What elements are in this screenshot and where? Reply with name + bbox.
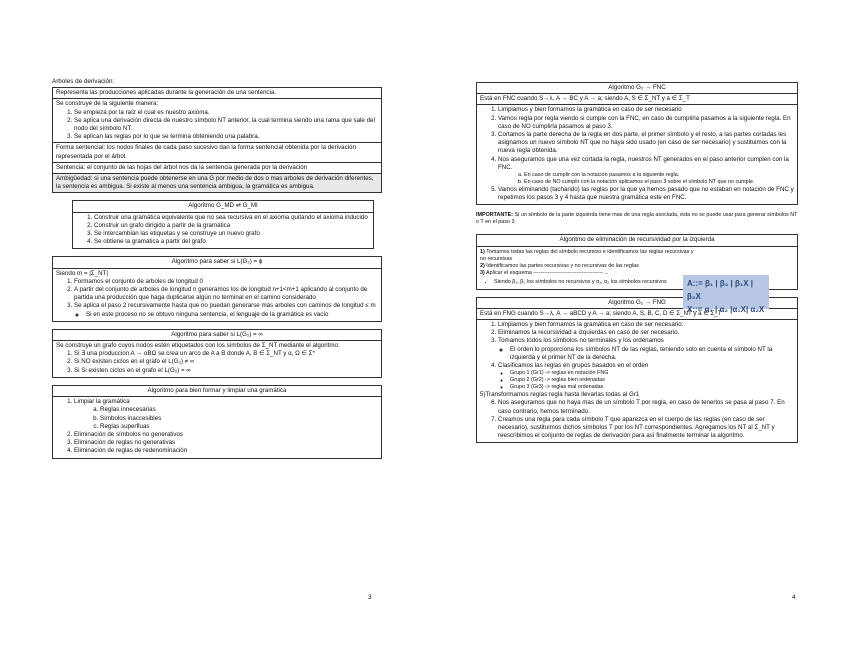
alg-fng-box (476, 297, 798, 444)
alg-substeps (498, 346, 794, 362)
alg-step-text: Nos aseguramos que una vez cortada la regla, nuestros NT generados en el paso anterior cumplen con la FNC. (498, 155, 789, 171)
right-page (476, 82, 798, 450)
alg-step: 4. Eliminación de reglas de redenominación (74, 447, 378, 455)
formula-line: X::= α₁ | α₂ |α₁X| α₂X (687, 304, 765, 314)
fng-steps-b (480, 399, 794, 440)
sentence-def: Sentencia: el conjunto de las hojas del árbol nos da la sentencia generada por la derivación (53, 163, 381, 174)
alg-step: 2. Eliminamos la recursividad a izquierdas en caso de ser necesario. (498, 329, 794, 337)
construction-intro: Se construye de la siguiente manera: (56, 100, 159, 108)
alg-step: 1. Limpiamos y bien formamos la gramática en caso de ser necesario. (498, 321, 794, 329)
alg-gmd-gmi-title: Algoritmo G_MD ⇄ G_MI (73, 201, 373, 212)
alg-infinite-box (52, 329, 382, 378)
fng-condition: Está en FNG cuando S→λ, A → aBCD y A → a; siendo A, S, B, C, D ∈ Σ_NT y a ∈ Σ_T (477, 309, 797, 320)
alg-gmd-gmi-box (72, 200, 374, 249)
elim-num: 2) (480, 262, 485, 269)
alg-substep: b. En caso de NO cumplir con la notación aplicamos el paso 3 sobre el símbolo NT que no cumple. (524, 179, 794, 186)
elim-bullet: • Siendo β₁, β₂ los símbolos no recursivos y α₁, α₂ los símbolos recursivos (494, 279, 794, 286)
alg-substep: a. En caso de cumplir con la notación pasamos a la siguiente regla. (524, 172, 794, 179)
important-text: Si un símbolo de la parte izquierda tiene mas de una regla asociada, ésta no se puede usar para generar símbolos NT o T en el paso 3. (476, 212, 798, 226)
construction-step: 2. Se aplica una derivación directa de nuestro símbolo NT anterior, la cual termina siendo una rama que sale del nodo del símbolo NT. (74, 117, 378, 133)
alg-step (74, 302, 378, 318)
ambiguity-def: Ambigüedad: si una sentencia puede obtenerse en una G por medio de dos o mas arboles de derivación diferentes, la sentencia es ambigua. Si existe al menos una sentencia ambigua, la gramática es ambigua. (53, 174, 381, 192)
alg-substep: c. Reglas superfluas (100, 423, 378, 431)
elim-formula-box (683, 275, 769, 314)
alg-step: 4. Se obtiene la gramática a partir del grafo (94, 238, 370, 246)
alg-step: 2. A partir del conjunto de arboles de longitud n generamos los de longitud n+1<m+1 aplicando al conjunto de partida una producción que haga duplicarse algún no terminal en el camino considerado (74, 286, 378, 302)
alg-step (74, 398, 378, 431)
alg-substep: ◦ Si en este proceso no se obtuvo ninguna sentencia, el lenguaje de la gramática es vacío (86, 311, 378, 319)
alg-step: 3. Cortamos la parte derecha de la regla en dos parte, el primer símbolo y el resto, a las partes cortadas les asignamos un nuevo símbolo NT que no haya sido usado (en caso de ser necesario) y sustituimos con la nueva regla obtenida. (498, 131, 794, 156)
alg-substeps (74, 311, 378, 319)
elim-step-3 (480, 270, 700, 277)
alg-step: 2. Construir un grafo dirigido a partir de la gramática (94, 222, 370, 230)
alg-substep: b. Símbolos inaccesibles (100, 415, 378, 423)
derivation-heading: Arboles de derivación: (52, 78, 115, 85)
fng-steps-a (480, 321, 794, 391)
elim-num: 1) (480, 248, 485, 255)
alg-fnc-title: Algoritmo G₂ → FNC (477, 83, 797, 94)
alg-empty-intro: Siendo m = |Σ_NT| (56, 269, 108, 277)
alg-step: 2. Vamos regla por regla viendo si cumple con la FNC, en caso de cumplirla pasamos a la siguiente regla. En caso de NO cumplirla pasamos al paso 3. (498, 115, 794, 131)
construction-step: 3. Se aplican las reglas por lo que se termina obteniendo una palabra. (74, 133, 378, 141)
alg-step: 1. Si ∃ una produccion A → αBΩ se crea un arco de A a B donde A, B ∈ Σ_NT y α, Ω ∈ Σ* (74, 350, 378, 358)
page-number-right: 4 (792, 594, 796, 601)
construction-step: 1. Se empieza por la raíz el cual es nuestro axioma. (74, 109, 378, 117)
left-page (52, 78, 382, 466)
elim-text: Tomamos todas las reglas del símbolo recursivo e identificamos las reglas recursivas y no recursivas (480, 248, 694, 262)
alg-step (498, 362, 794, 391)
alg-infinite-title: Algoritmo para saber si L(G₂) = ∞ (53, 330, 381, 341)
alg-elim-title: Algoritmo de eliminación de recursividad por la izquierda (477, 235, 797, 246)
elim-step-2 (480, 263, 643, 270)
alg-step (498, 156, 794, 186)
alg-infinite-steps (56, 350, 378, 375)
alg-step: 7. Creamos una regla para cada símbolo T que aparezca en el cuerpo de las reglas (en caso de ser necesario), sustituimos dichos símbolos T por los NT correspondientes. Agregamos los NT al Σ_NT y reescribimos el conjunto de reglas de derivación para así finalmente terminar la algoritmo. (498, 416, 794, 441)
alg-empty-steps (56, 278, 378, 319)
elim-step-1 (480, 249, 700, 263)
derivation-box (52, 87, 382, 193)
alg-step-text: Limpiar la gramática (74, 398, 130, 406)
alg-substeps (498, 370, 794, 391)
alg-step: 1. Limpiamos y bien formamos la gramática en caso de ser necesario (498, 106, 794, 114)
alg-step: 3. Eliminación de reglas no generativas (74, 439, 378, 447)
alg-substep: ◦ Grupo 2 (Gr2) -> reglas bien ordenadas (510, 377, 794, 384)
alg-step (498, 337, 794, 362)
alg-substep: a. Reglas innecesarias (100, 406, 378, 414)
elim-text: Aplicar el esquema ---------------------------------------→ (486, 269, 609, 276)
alg-empty-title: Algoritmo para saber si L(G₂) = ϕ (53, 257, 381, 268)
alg-gmd-gmi-steps (76, 214, 370, 247)
alg-step-text: Tomamos todos los símbolos no terminales y los ordenamos (498, 337, 664, 345)
alg-infinite-intro: Se construye un grafo cuyos nodos estén etiquetados con los símbolos de Σ_NT mediante el algoritmo: (56, 342, 340, 350)
alg-empty-box (52, 256, 382, 321)
page-number-left: 3 (368, 594, 372, 601)
alg-step: 2. Si NO existen ciclos en el grafo el L(G₂) ≠ ∞ (74, 358, 378, 366)
fnc-condition: Está en FNC cuando S→λ, A → BC y A → a; siendo A, S ∈ Σ_NT y a ∈ Σ_T (477, 94, 797, 105)
alg-substeps (74, 406, 378, 431)
fng-step-5: 5)Transformamos reglas regla hasta llevarlas todas al Gr1 (480, 391, 640, 399)
derivation-definition: Representa las producciones aplicadas durante la generación de una sentencia. (53, 88, 381, 99)
construction-steps (56, 109, 378, 142)
fnc-steps (480, 106, 794, 202)
alg-step: 1. Formamos el conjunto de arboles de longitud 0 (74, 278, 378, 286)
alg-step: 3. Si Si existen ciclos en el grafo el L(G₂) = ∞ (74, 367, 378, 375)
alg-substep: ◦ Grupo 1 (Gr1) -> reglas en notación FNG (510, 370, 794, 377)
alg-step: 1. Construir una gramática equivalente que no sea recursiva en el axioma quitando el axioma inducido (94, 214, 370, 222)
alg-step: 5. Vamos eliminando (tachando) las reglas por la que ya hemos pasado que no estaban en notación de FNC y repetimos los pasos 3 y 4 hasta que nuestra gramática este en FNC. (498, 186, 794, 202)
important-label: IMPORTANTE: (476, 212, 514, 219)
elim-text: Identificamos las partes recursivas y no recursivas de las reglas (486, 262, 639, 269)
alg-substep: ◦ Grupo 3 (Gr3) -> reglas mal ordenadas (510, 384, 794, 391)
alg-clean-title: Algoritmo para bien formar y limpiar una gramática (53, 386, 381, 397)
alg-clean-steps (56, 398, 378, 455)
alg-fng-title: Algoritmo G₂ → FNG (477, 298, 797, 309)
alg-fnc-box (476, 82, 798, 205)
alg-step-text: Clasificamos las reglas en grupos basados en el orden (498, 362, 649, 370)
elim-num: 3) (480, 269, 485, 276)
alg-substeps (498, 172, 794, 186)
alg-clean-box (52, 385, 382, 459)
derivation-construction (53, 99, 381, 143)
formula-line: A::= β₁ | β₂ | β₁X | β₂X (687, 278, 753, 301)
alg-step: 6. Nos aseguramos que no haya mas de un símbolo T por regla, en caso de tenerlos se pasa al paso 7. En caso contrario, hemos terminado. (498, 399, 794, 415)
alg-step: 3. Se intercambian las etiquetas y se construye un nuevo grafo (94, 230, 370, 238)
alg-step: 2. Eliminación de símbolos no generativos (74, 431, 378, 439)
alg-step-text: Se aplica el paso 2 recursivamente hasta que no puedan generarse más arboles con caminos de longitud ≤ m (74, 302, 376, 310)
important-note (476, 212, 798, 226)
alg-substep: ◦ El orden lo proporciona los símbolos NT de las reglas, teniendo solo en cuenta el símbolo NT la izquierda y el primer NT de la derecha. (510, 346, 794, 362)
sentential-form-def: Forma sentencial: los nodos finales de cada paso sucesivo dan la forma sentencial obtenida por la derivación representada por el árbol. (53, 143, 381, 162)
